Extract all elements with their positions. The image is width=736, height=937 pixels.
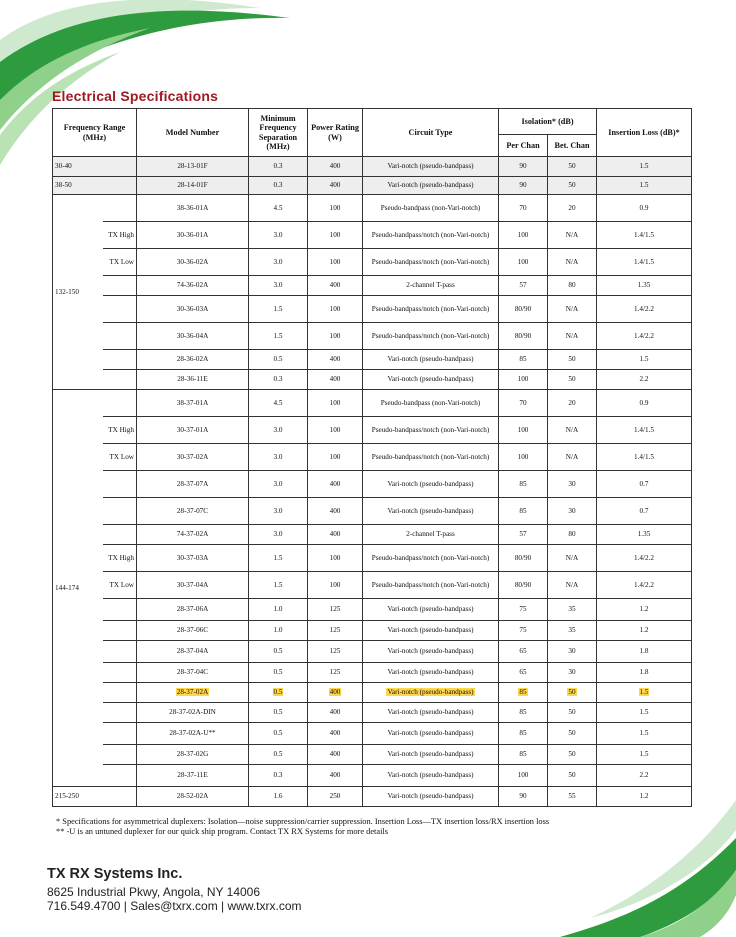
table-row	[53, 444, 692, 471]
power-cell: 125	[308, 641, 363, 663]
bet-cell: N/A	[548, 444, 597, 471]
model-cell: 28-37-02A-DIN	[137, 703, 249, 723]
circuit-cell: 2-channel T-pass	[363, 525, 499, 545]
per-cell: 57	[499, 276, 548, 296]
power-cell: 100	[308, 545, 363, 572]
model-cell: 30-36-02A	[137, 249, 249, 276]
bet-cell: N/A	[548, 572, 597, 599]
il-cell: 0.7	[597, 498, 692, 525]
tx-label-cell	[103, 663, 137, 683]
tx-label-cell	[103, 157, 137, 177]
power-cell: 100	[308, 572, 363, 599]
power-cell: 400	[308, 525, 363, 545]
power-cell: 125	[308, 599, 363, 621]
il-cell: 1.4/2.2	[597, 323, 692, 350]
bet-cell: 35	[548, 599, 597, 621]
table-body	[53, 157, 692, 807]
highlighted-value: 85	[519, 688, 527, 697]
footnote-untuned: ** -U is an untuned duplexer for our quick ship program. Contact TX RX Systems for more details	[56, 827, 388, 836]
per-cell: 100	[499, 249, 548, 276]
sep-cell: 3.0	[249, 444, 308, 471]
circuit-cell: Vari-notch (pseudo-bandpass)	[363, 157, 499, 177]
per-cell: 85	[499, 745, 548, 765]
power-cell: 400	[308, 498, 363, 525]
table-row	[53, 599, 692, 621]
bet-cell	[548, 683, 597, 703]
il-cell: 1.4/1.5	[597, 222, 692, 249]
frequency-range-cell: 38-50	[53, 177, 103, 195]
bet-cell: 80	[548, 276, 597, 296]
table-row	[53, 787, 692, 807]
il-cell: 1.5	[597, 723, 692, 745]
table-row	[53, 703, 692, 723]
model-cell: 28-37-02G	[137, 745, 249, 765]
per-cell: 85	[499, 350, 548, 370]
per-cell: 90	[499, 177, 548, 195]
per-cell: 85	[499, 498, 548, 525]
per-cell: 80/90	[499, 572, 548, 599]
model-cell: 30-36-04A	[137, 323, 249, 350]
per-cell: 100	[499, 417, 548, 444]
model-cell: 28-37-07A	[137, 471, 249, 498]
frequency-range-cell: 144-174	[53, 390, 103, 787]
table-row	[53, 222, 692, 249]
model-cell: 28-36-02A	[137, 350, 249, 370]
table-row	[53, 723, 692, 745]
tx-label-cell	[103, 498, 137, 525]
power-cell: 100	[308, 323, 363, 350]
power-cell: 400	[308, 471, 363, 498]
sep-cell: 0.3	[249, 177, 308, 195]
tx-label-cell	[103, 390, 137, 417]
model-cell: 28-37-07C	[137, 498, 249, 525]
tx-label-cell: TX High	[103, 545, 137, 572]
sep-cell: 0.5	[249, 745, 308, 765]
table-row	[53, 621, 692, 641]
frequency-range-cell: 30-40	[53, 157, 103, 177]
table-row	[53, 157, 692, 177]
sep-cell: 0.5	[249, 723, 308, 745]
bet-cell: N/A	[548, 249, 597, 276]
model-cell: 28-36-11E	[137, 370, 249, 390]
il-cell: 2.2	[597, 370, 692, 390]
section-title: Electrical Specifications	[52, 88, 219, 104]
model-cell: 30-37-04A	[137, 572, 249, 599]
power-cell: 400	[308, 350, 363, 370]
header-isolation: Isolation* (dB)	[499, 109, 597, 135]
per-cell: 75	[499, 599, 548, 621]
company-contact: 716.549.4700 | Sales@txrx.com | www.txrx.com	[47, 899, 302, 913]
sep-cell: 3.0	[249, 276, 308, 296]
il-cell: 1.4/1.5	[597, 444, 692, 471]
circuit-cell: Vari-notch (pseudo-bandpass)	[363, 621, 499, 641]
bet-cell: 20	[548, 390, 597, 417]
power-cell: 100	[308, 417, 363, 444]
circuit-cell: Pseudo-bandpass (non-Vari-notch)	[363, 390, 499, 417]
header-circuit-type: Circuit Type	[363, 109, 499, 157]
circuit-cell: Vari-notch (pseudo-bandpass)	[363, 350, 499, 370]
per-cell: 85	[499, 471, 548, 498]
sep-cell: 4.5	[249, 390, 308, 417]
circuit-cell: Vari-notch (pseudo-bandpass)	[363, 723, 499, 745]
bet-cell: 30	[548, 498, 597, 525]
bet-cell: 50	[548, 370, 597, 390]
model-cell: 30-37-02A	[137, 444, 249, 471]
highlighted-value: 28-37-02A	[176, 688, 209, 697]
power-cell: 125	[308, 621, 363, 641]
per-cell	[499, 683, 548, 703]
footnote-asymmetrical: * Specifications for asymmetrical duplexers: Isolation—noise suppression/carrier suppression. Insertion Loss—TX insertion loss/RX insertion loss	[56, 817, 550, 826]
sep-cell: 0.3	[249, 370, 308, 390]
tx-label-cell	[103, 323, 137, 350]
tx-label-cell	[103, 745, 137, 765]
sep-cell: 0.5	[249, 350, 308, 370]
circuit-cell: Vari-notch (pseudo-bandpass)	[363, 498, 499, 525]
power-cell: 400	[308, 703, 363, 723]
per-cell: 100	[499, 370, 548, 390]
sep-cell: 1.0	[249, 621, 308, 641]
table-row	[53, 641, 692, 663]
bet-cell: N/A	[548, 323, 597, 350]
circuit-cell: Pseudo-bandpass/notch (non-Vari-notch)	[363, 296, 499, 323]
bet-cell: 80	[548, 525, 597, 545]
header-model-number: Model Number	[137, 109, 249, 157]
power-cell: 400	[308, 177, 363, 195]
sep-cell: 1.5	[249, 545, 308, 572]
tx-label-cell	[103, 350, 137, 370]
model-cell: 38-36-01A	[137, 195, 249, 222]
power-cell: 100	[308, 444, 363, 471]
table-row	[53, 471, 692, 498]
per-cell: 75	[499, 621, 548, 641]
company-info	[47, 866, 302, 913]
per-cell: 65	[499, 641, 548, 663]
power-cell: 400	[308, 276, 363, 296]
header-bet-chan: Bet. Chan	[548, 135, 597, 157]
per-cell: 80/90	[499, 296, 548, 323]
bet-cell: N/A	[548, 222, 597, 249]
model-cell: 28-37-11E	[137, 765, 249, 787]
model-cell: 30-37-01A	[137, 417, 249, 444]
il-cell: 1.35	[597, 276, 692, 296]
circuit-cell: 2-channel T-pass	[363, 276, 499, 296]
model-cell: 28-37-06A	[137, 599, 249, 621]
il-cell: 2.2	[597, 765, 692, 787]
per-cell: 57	[499, 525, 548, 545]
sep-cell: 1.5	[249, 296, 308, 323]
model-cell: 28-37-04A	[137, 641, 249, 663]
sep-cell: 1.6	[249, 787, 308, 807]
il-cell: 1.4/1.5	[597, 249, 692, 276]
tx-label-cell	[103, 765, 137, 787]
company-address: 8625 Industrial Pkwy, Angola, NY 14006	[47, 885, 261, 899]
circuit-cell: Vari-notch (pseudo-bandpass)	[363, 599, 499, 621]
model-cell: 74-37-02A	[137, 525, 249, 545]
bet-cell: 55	[548, 787, 597, 807]
model-cell: 74-36-02A	[137, 276, 249, 296]
tx-label-cell: TX Low	[103, 444, 137, 471]
il-cell: 1.5	[597, 745, 692, 765]
il-cell: 0.9	[597, 195, 692, 222]
bet-cell: N/A	[548, 545, 597, 572]
il-cell: 1.2	[597, 599, 692, 621]
header-min-frequency-separation: Minimum Frequency Separation (MHz)	[249, 109, 308, 157]
sep-cell: 3.0	[249, 471, 308, 498]
circuit-cell: Pseudo-bandpass/notch (non-Vari-notch)	[363, 444, 499, 471]
sep-cell: 3.0	[249, 525, 308, 545]
table-row	[53, 683, 692, 703]
tx-label-cell	[103, 641, 137, 663]
tx-label-cell	[103, 276, 137, 296]
circuit-cell: Pseudo-bandpass/notch (non-Vari-notch)	[363, 572, 499, 599]
per-cell: 100	[499, 222, 548, 249]
sep-cell: 3.0	[249, 498, 308, 525]
table-row	[53, 177, 692, 195]
highlighted-value: 1.5	[639, 688, 649, 697]
circuit-cell: Vari-notch (pseudo-bandpass)	[363, 765, 499, 787]
il-cell: 1.5	[597, 350, 692, 370]
circuit-cell: Vari-notch (pseudo-bandpass)	[363, 641, 499, 663]
tx-label-cell	[103, 703, 137, 723]
sep-cell: 1.5	[249, 323, 308, 350]
sep-cell: 0.3	[249, 765, 308, 787]
sep-cell: 0.5	[249, 703, 308, 723]
il-cell: 1.2	[597, 621, 692, 641]
table-row	[53, 323, 692, 350]
bet-cell: 30	[548, 663, 597, 683]
circuit-cell: Pseudo-bandpass/notch (non-Vari-notch)	[363, 249, 499, 276]
table-row	[53, 765, 692, 787]
tx-label-cell	[103, 621, 137, 641]
bet-cell: 30	[548, 641, 597, 663]
il-cell: 0.9	[597, 390, 692, 417]
circuit-cell: Pseudo-bandpass/notch (non-Vari-notch)	[363, 545, 499, 572]
power-cell	[308, 683, 363, 703]
model-cell: 28-37-06C	[137, 621, 249, 641]
sep-cell: 0.5	[249, 641, 308, 663]
tx-label-cell: TX Low	[103, 572, 137, 599]
il-cell: 0.7	[597, 471, 692, 498]
bet-cell: 30	[548, 471, 597, 498]
per-cell: 80/90	[499, 545, 548, 572]
tx-label-cell	[103, 195, 137, 222]
sep-cell: 1.0	[249, 599, 308, 621]
power-cell: 100	[308, 195, 363, 222]
il-cell: 1.4/2.2	[597, 545, 692, 572]
power-cell: 400	[308, 157, 363, 177]
model-cell: 28-14-01F	[137, 177, 249, 195]
highlighted-value: 50	[568, 688, 576, 697]
circuit-cell: Pseudo-bandpass/notch (non-Vari-notch)	[363, 417, 499, 444]
table-row	[53, 572, 692, 599]
bet-cell: N/A	[548, 296, 597, 323]
table-row	[53, 417, 692, 444]
power-cell: 100	[308, 222, 363, 249]
sep-cell: 3.0	[249, 417, 308, 444]
circuit-cell: Pseudo-bandpass/notch (non-Vari-notch)	[363, 222, 499, 249]
per-cell: 90	[499, 157, 548, 177]
circuit-cell	[363, 683, 499, 703]
bet-cell: 50	[548, 703, 597, 723]
power-cell: 250	[308, 787, 363, 807]
model-cell: 28-37-04C	[137, 663, 249, 683]
per-cell: 70	[499, 195, 548, 222]
table-row	[53, 249, 692, 276]
header-insertion-loss: Insertion Loss (dB)*	[597, 109, 692, 157]
power-cell: 100	[308, 249, 363, 276]
frequency-range-cell: 215-250	[53, 787, 103, 807]
model-cell: 30-37-03A	[137, 545, 249, 572]
per-cell: 80/90	[499, 323, 548, 350]
circuit-cell: Vari-notch (pseudo-bandpass)	[363, 177, 499, 195]
model-cell: 28-13-01F	[137, 157, 249, 177]
header-frequency-range: Frequency Range (MHz)	[53, 109, 137, 157]
il-cell: 1.8	[597, 641, 692, 663]
il-cell: 1.4/2.2	[597, 572, 692, 599]
sep-cell	[249, 683, 308, 703]
sep-cell: 0.3	[249, 157, 308, 177]
circuit-cell: Vari-notch (pseudo-bandpass)	[363, 745, 499, 765]
tx-label-cell	[103, 683, 137, 703]
tx-label-cell	[103, 787, 137, 807]
table-row	[53, 195, 692, 222]
circuit-cell: Vari-notch (pseudo-bandpass)	[363, 703, 499, 723]
bet-cell: 50	[548, 350, 597, 370]
il-cell: 1.8	[597, 663, 692, 683]
il-cell: 1.4/2.2	[597, 296, 692, 323]
power-cell: 125	[308, 663, 363, 683]
tx-label-cell	[103, 599, 137, 621]
sep-cell: 4.5	[249, 195, 308, 222]
il-cell: 1.5	[597, 157, 692, 177]
bet-cell: 20	[548, 195, 597, 222]
table-row	[53, 545, 692, 572]
tx-label-cell: TX Low	[103, 249, 137, 276]
per-cell: 85	[499, 723, 548, 745]
header-power-rating: Power Rating (W)	[308, 109, 363, 157]
model-cell: 30-36-01A	[137, 222, 249, 249]
per-cell: 70	[499, 390, 548, 417]
table-row	[53, 663, 692, 683]
bet-cell: 50	[548, 765, 597, 787]
il-cell: 1.5	[597, 703, 692, 723]
power-cell: 400	[308, 745, 363, 765]
table-row	[53, 276, 692, 296]
power-cell: 400	[308, 765, 363, 787]
frequency-range-cell: 132-150	[53, 195, 103, 390]
bet-cell: 50	[548, 177, 597, 195]
il-cell: 1.35	[597, 525, 692, 545]
per-cell: 100	[499, 765, 548, 787]
power-cell: 400	[308, 723, 363, 745]
model-cell: 28-37-02A-U**	[137, 723, 249, 745]
tx-label-cell	[103, 177, 137, 195]
sep-cell: 3.0	[249, 249, 308, 276]
table-row	[53, 745, 692, 765]
table-row	[53, 390, 692, 417]
highlighted-value: 0.5	[273, 688, 283, 697]
electrical-specifications-table	[52, 108, 692, 807]
per-cell: 100	[499, 444, 548, 471]
il-cell	[597, 683, 692, 703]
tx-label-cell	[103, 296, 137, 323]
model-cell: 28-52-02A	[137, 787, 249, 807]
per-cell: 90	[499, 787, 548, 807]
highlighted-value: Vari-notch (pseudo-bandpass)	[387, 688, 474, 697]
tx-label-cell: TX High	[103, 417, 137, 444]
highlighted-value: 400	[329, 688, 341, 697]
table-row	[53, 370, 692, 390]
per-cell: 65	[499, 663, 548, 683]
sep-cell: 1.5	[249, 572, 308, 599]
sep-cell: 3.0	[249, 222, 308, 249]
tx-label-cell	[103, 525, 137, 545]
power-cell: 400	[308, 370, 363, 390]
il-cell: 1.5	[597, 177, 692, 195]
tx-label-cell	[103, 723, 137, 745]
model-cell	[137, 683, 249, 703]
table-row	[53, 525, 692, 545]
header-per-chan: Per Chan	[499, 135, 548, 157]
il-cell: 1.2	[597, 787, 692, 807]
per-cell: 85	[499, 703, 548, 723]
bet-cell: 50	[548, 157, 597, 177]
tx-label-cell	[103, 370, 137, 390]
bet-cell: N/A	[548, 417, 597, 444]
circuit-cell: Pseudo-bandpass (non-Vari-notch)	[363, 195, 499, 222]
circuit-cell: Pseudo-bandpass/notch (non-Vari-notch)	[363, 323, 499, 350]
bet-cell: 50	[548, 723, 597, 745]
table-row	[53, 498, 692, 525]
il-cell: 1.4/1.5	[597, 417, 692, 444]
circuit-cell: Vari-notch (pseudo-bandpass)	[363, 663, 499, 683]
circuit-cell: Vari-notch (pseudo-bandpass)	[363, 787, 499, 807]
circuit-cell: Vari-notch (pseudo-bandpass)	[363, 370, 499, 390]
table-row	[53, 296, 692, 323]
footnotes	[56, 817, 549, 837]
tx-label-cell: TX High	[103, 222, 137, 249]
power-cell: 100	[308, 296, 363, 323]
company-name: TX RX Systems Inc.	[47, 866, 183, 882]
bet-cell: 50	[548, 745, 597, 765]
table-row	[53, 350, 692, 370]
tx-label-cell	[103, 471, 137, 498]
model-cell: 30-36-03A	[137, 296, 249, 323]
model-cell: 38-37-01A	[137, 390, 249, 417]
power-cell: 100	[308, 390, 363, 417]
circuit-cell: Vari-notch (pseudo-bandpass)	[363, 471, 499, 498]
bet-cell: 35	[548, 621, 597, 641]
sep-cell: 0.5	[249, 663, 308, 683]
